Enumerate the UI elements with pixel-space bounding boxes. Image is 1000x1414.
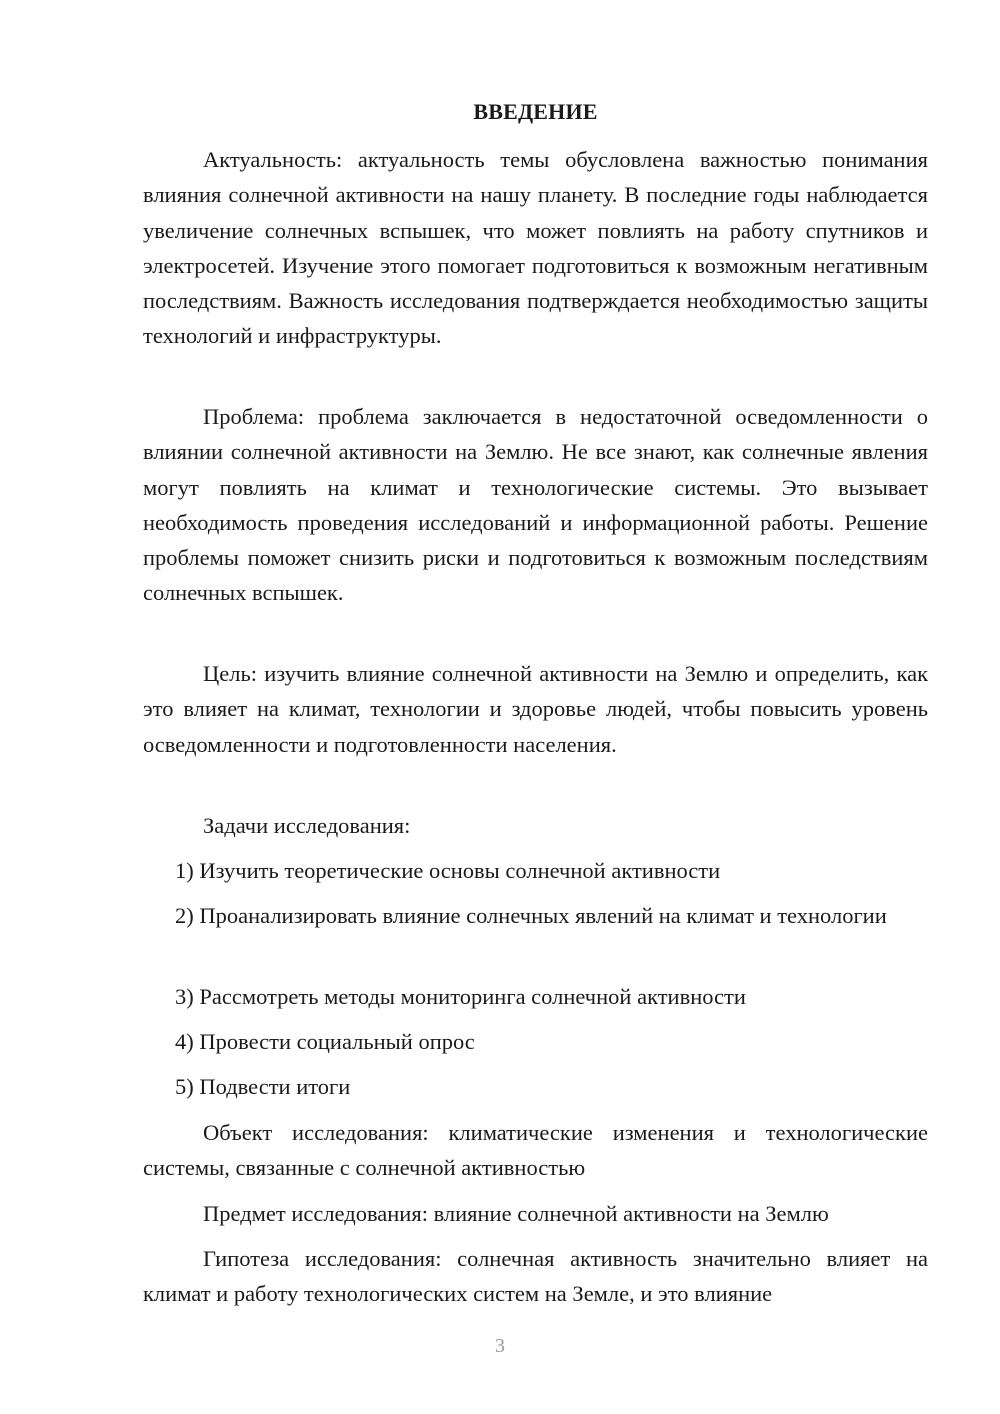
hypothesis-paragraph: Гипотеза исследования: солнечная активность значительно влияет на климат и работу технологических систем на Земле, и это влияние: [143, 1246, 928, 1307]
task-item-2: 2) Проанализировать влияние солнечных явлений на климат и технологии: [175, 903, 887, 928]
tasks-heading: Задачи исследования:: [203, 813, 411, 838]
problem-paragraph: Проблема: проблема заключается в недостаточной осведомленности о влиянии солнечной активности на Землю. Не все знают, как солнечные явления могут повлиять на климат и технологические системы. Это вызывает необходимость проведения исследований и информационной работы. Решение проблемы поможет снизить риски и подготовиться к возможным последствиям солнечных вспышек.: [143, 404, 928, 606]
task-item-3: 3) Рассмотреть методы мониторинга солнечной активности: [175, 984, 746, 1009]
section-heading: ВВЕДЕНИЕ: [473, 99, 598, 124]
task-item-5: 5) Подвести итоги: [175, 1074, 351, 1099]
relevance-paragraph: Актуальность: актуальность темы обусловлена важностью понимания влияния солнечной активности на нашу планету. В последние годы наблюдается увеличение солнечных вспышек, что может повлиять на работу спутников и электросетей. Изучение этого помогает подготовиться к возможным негативным последствиям. Важность исследования подтверждается необходимостью защиты технологий и инфраструктуры.: [143, 147, 928, 349]
task-item-4: 4) Провести социальный опрос: [175, 1029, 475, 1054]
page-number: 3: [495, 1335, 505, 1357]
goal-paragraph: Цель: изучить влияние солнечной активности на Землю и определить, как это влияет на климат, технологии и здоровье людей, чтобы повысить уровень осведомленности и подготовленности населения.: [143, 661, 928, 757]
subject-paragraph: Предмет исследования: влияние солнечной активности на Землю: [203, 1201, 829, 1226]
object-paragraph: Объект исследования: климатические изменения и технологические системы, связанные с солнечной активностью: [143, 1120, 928, 1181]
task-item-1: 1) Изучить теоретические основы солнечной активности: [175, 858, 721, 883]
